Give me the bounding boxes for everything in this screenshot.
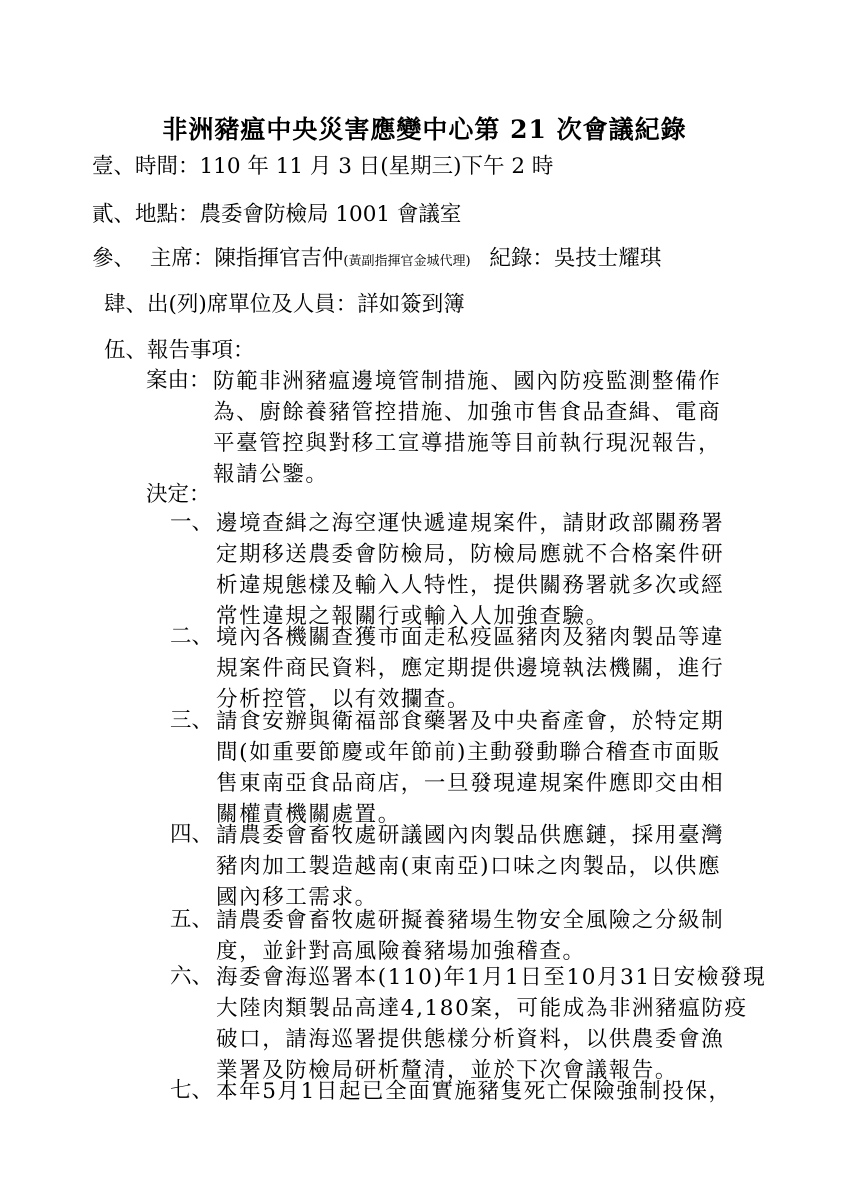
case-line: 防範非洲豬瘟邊境管制措施、國內防疫監測整備作 — [213, 369, 722, 394]
decision-line: 關權責機關處置。 — [216, 802, 401, 827]
decision-item — [216, 962, 767, 1086]
meeting-chair-row — [92, 244, 661, 277]
decision-line: 析違規態樣及輸入人特性，提供關務署就多次或經 — [216, 573, 725, 598]
case-text — [213, 366, 728, 490]
decision-line: 請食安辦與衛福部食藥署及中央畜產會，於特定期 — [216, 709, 725, 734]
decision-line: 度，並針對高風險養豬場加強稽查。 — [216, 939, 586, 964]
decision-line: 邊境查緝之海空運快遞違規案件，請財政部關務署 — [216, 511, 725, 536]
decision-item — [216, 622, 731, 715]
decision-line: 分析控管，以有效攔查。 — [216, 687, 471, 712]
decision-line: 豬肉加工製造越南(東南亞)口味之肉製品，以供應 — [216, 854, 722, 879]
case-line: 為、廚餘養豬管控措施、加強市售食品查緝、電商 — [213, 400, 722, 425]
decision-line: 規案件商民資料，應定期提供邊境執法機關，進行 — [216, 656, 725, 681]
meeting-attendees: 肆、出(列)席單位及人員：詳如簽到簿 — [104, 292, 465, 317]
decision-line: 本年5月1日起已全面實施豬隻死亡保險強制投保， — [216, 1079, 732, 1104]
decision-line: 業署及防檢局研析釐清，並於下次會議報告。 — [216, 1058, 679, 1083]
decision-item — [216, 706, 731, 830]
decision-number: 一、 — [170, 510, 214, 535]
decision-line: 破口，請海巡署提供態樣分析資料，以供農委會漁 — [216, 1027, 725, 1052]
decision-number: 三、 — [170, 708, 214, 733]
case-line: 報請公鑒。 — [213, 462, 329, 487]
case-label: 案由： — [146, 368, 211, 393]
decision-number: 二、 — [170, 624, 214, 649]
decision-number: 五、 — [170, 907, 214, 932]
decision-line: 請農委會畜牧處研擬養豬場生物安全風險之分級制 — [216, 908, 725, 933]
meeting-location: 貳、地點：農委會防檢局 1001 會議室 — [92, 202, 462, 227]
decision-line: 間(如重要節慶或年節前)主動發動聯合稽查市面販 — [216, 740, 722, 765]
decision-line: 海委會海巡署本(110)年1月1日至10月31日安檢發現 — [216, 965, 767, 990]
page-title: 非洲豬瘟中央災害應變中心第 21 次會議紀錄 — [162, 115, 687, 144]
decision-number: 七、 — [170, 1078, 214, 1103]
decision-line: 國內移工需求。 — [216, 885, 378, 910]
decision-number: 四、 — [170, 822, 214, 847]
report-heading: 伍、報告事項： — [104, 338, 255, 363]
decision-line: 請農委會畜牧處研議國內肉製品供應鏈，採用臺灣 — [216, 823, 725, 848]
decision-line: 常性違規之報關行或輸入人加強查驗。 — [216, 604, 609, 629]
case-line: 平臺管控與對移工宣導措施等目前執行現況報告， — [213, 431, 722, 456]
decision-item — [216, 905, 731, 967]
chair-section-mark: 參、 — [92, 246, 136, 271]
decision-label: 決定： — [146, 482, 211, 507]
decision-line: 境內各機關查獲市面走私疫區豬肉及豬肉製品等違 — [216, 625, 725, 650]
decision-number: 六、 — [170, 964, 214, 989]
decision-item — [216, 820, 731, 913]
chair-proxy: (黃副指揮官金城代理) — [343, 254, 471, 269]
decision-line: 大陸肉類製品高達4,180案，可能成為非洲豬瘟防疫 — [216, 996, 748, 1021]
decision-item — [216, 508, 731, 632]
decision-item — [216, 1076, 731, 1107]
meeting-time: 壹、時間：110 年 11 月 3 日(星期三)下午 2 時 — [92, 154, 554, 179]
decision-line: 定期移送農委會防檢局，防檢局應就不合格案件研 — [216, 542, 725, 567]
meeting-recorder: 紀錄：吳技士耀琪 — [489, 246, 662, 271]
decision-line: 售東南亞食品商店，一旦發現違規案件應即交由相 — [216, 771, 725, 796]
meeting-chair: 主席：陳指揮官吉仲 — [149, 246, 344, 271]
